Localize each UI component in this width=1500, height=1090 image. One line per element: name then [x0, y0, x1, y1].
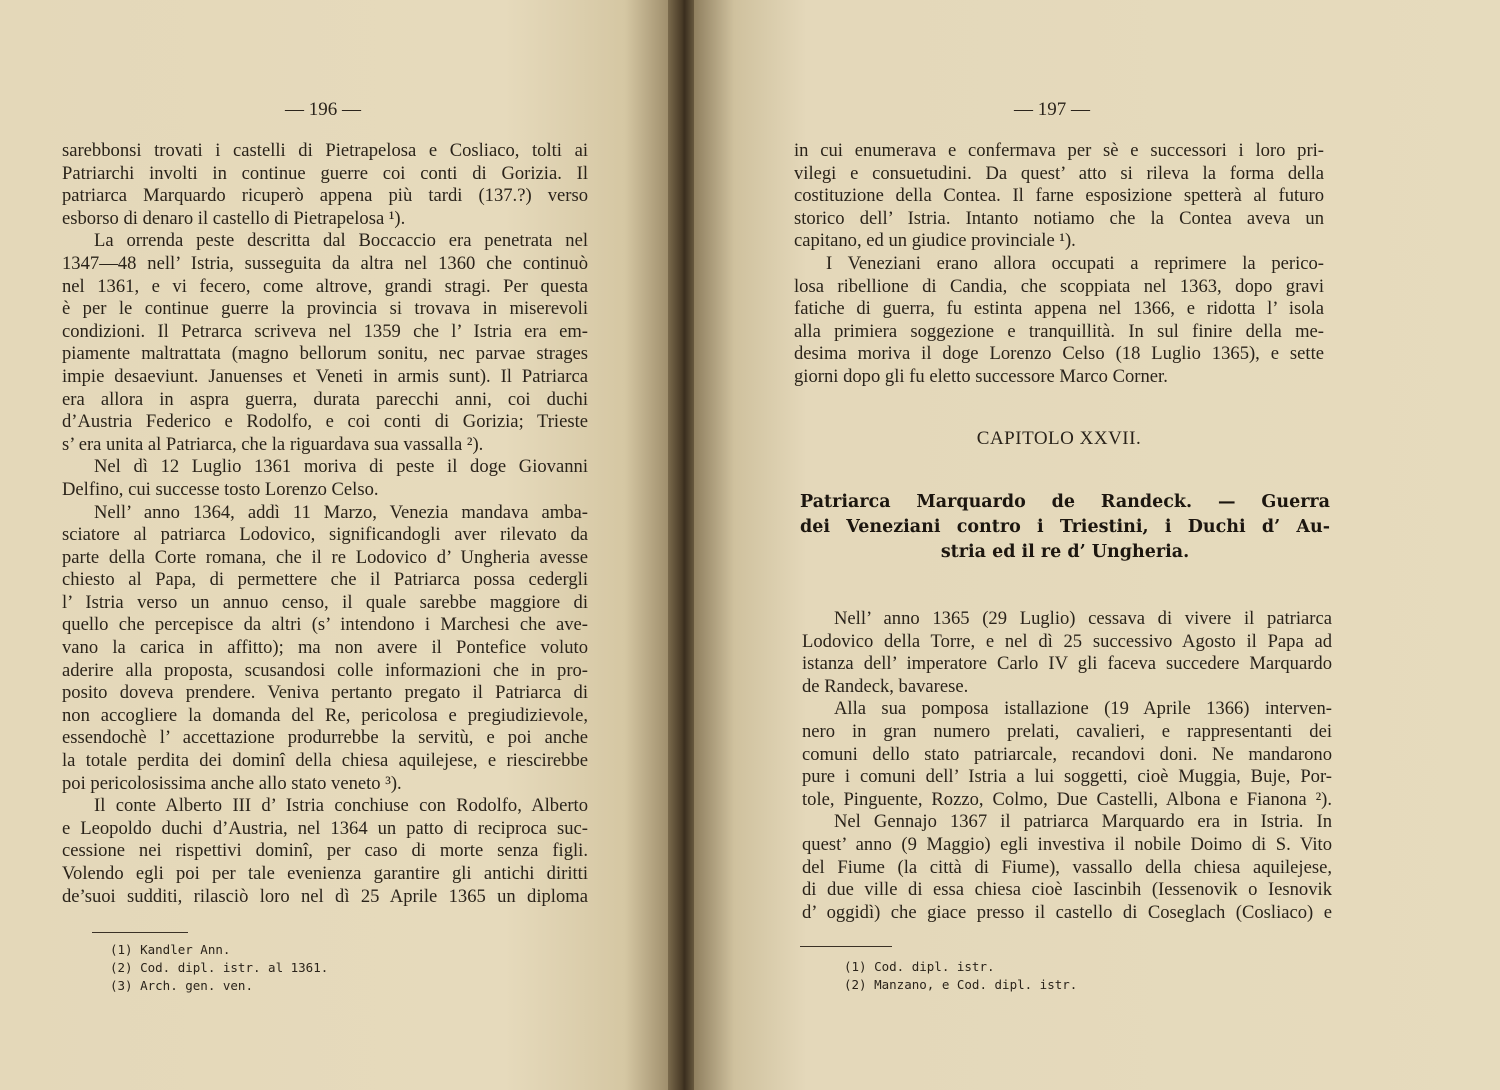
chapter-heading — [800, 490, 1330, 565]
text-line: tole, Pinguente, Rozzo, Colmo, Due Castelli, Albona e Fianona ²). — [802, 788, 1332, 810]
text-line: poi pericolosissima anche allo stato veneto ³). — [62, 772, 402, 794]
right-page — [694, 0, 1500, 1090]
footnote: (1) Kandler Ann. — [110, 942, 231, 957]
text-line: capitano, ed un giudice provinciale ¹). — [794, 230, 1076, 252]
text-line: vilegi e consuetudini. Da quest’ atto si rileva la forma della — [794, 162, 1324, 184]
footnote: (2) Cod. dipl. istr. al 1361. — [110, 960, 329, 975]
heading-line: dei Veneziani contro i Triestini, i Duchi d’ Au- — [800, 517, 1330, 537]
text-line: impie desaeviunt. Januenses et Veneti in armis sunt). Il Patriarca — [62, 365, 588, 387]
text-line: Nell’ anno 1365 (29 Luglio) cessava di vivere il patriarca — [834, 608, 1332, 629]
text-line: pure i comuni dell’ Istria a lui soggetti, cioè Muggia, Buje, Por- — [802, 766, 1332, 788]
text-line: I Veneziani erano allora occupati a reprimere la perico- — [826, 252, 1324, 274]
text-line: giorni dopo gli fu eletto successore Marco Corner. — [794, 365, 1168, 387]
text-line: condizioni. Il Petrarca scriveva nel 1359 che l’ Istria era em- — [62, 320, 588, 342]
text-line: chiesto al Papa, di permettere che il Patriarca possa cedergli — [62, 569, 588, 591]
text-line: quello che percepisce da altri (s’ intendono i Marchesi che ave- — [62, 614, 588, 636]
heading-line: Patriarca Marquardo de Randeck. — Guerra — [800, 492, 1330, 512]
text-line: storico dell’ Istria. Intanto notiamo che la Contea aveva un — [794, 207, 1324, 229]
right-body-text-top — [794, 140, 1324, 389]
text-line: desima moriva il doge Lorenzo Celso (18 Luglio 1365), e sette — [794, 343, 1324, 365]
text-line: cessione nei rispettivi dominî, per caso di morte senza figli. — [62, 840, 588, 862]
text-line: non accogliere la domanda del Re, pericolosa e pregiudizievole, — [62, 704, 588, 726]
text-line: de Randeck, bavarese. — [802, 675, 969, 697]
left-body-text — [62, 140, 588, 908]
text-line: Delfino, cui successe tosto Lorenzo Celso. — [62, 478, 379, 500]
text-line: vano la carica in affitto); ma non avere il Pontefice voluto — [62, 637, 588, 659]
text-line: parte della Corte romana, che il re Lodovico d’ Ungheria avesse — [62, 546, 588, 568]
text-line: alla primiera soggezione e tranquillità. In sul finire della me- — [794, 320, 1324, 342]
text-line: de’suoi sudditi, rilasciò loro nel dì 25 Aprile 1365 un diploma — [62, 885, 588, 907]
text-line: Volendo egli poi per tale evenienza garantire gli antichi diritti — [62, 863, 588, 884]
text-line: quest’ anno (9 Maggio) egli investiva il nobile Doimo di S. Vito — [802, 833, 1332, 855]
footnote-rule — [800, 946, 892, 947]
text-line: Il conte Alberto III d’ Istria conchiuse con Rodolfo, Alberto — [94, 795, 588, 817]
text-line: è per le continue guerre la provincia si trovava in miserevoli — [62, 298, 588, 320]
text-line: d’Austria Federico e Rodolfo, e coi conti di Gorizia; Trieste — [62, 411, 588, 433]
text-line: del Fiume (la città di Fiume), vassallo della chiesa aquilejese, — [802, 856, 1332, 878]
text-line: piamente maltrattata (magno bellorum sonitu, nec parvae strages — [62, 343, 588, 365]
text-line: losa ribellione di Candia, che scoppiata nel 1363, dopo gravi — [794, 275, 1324, 297]
text-line: Lodovico della Torre, e nel dì 25 successivo Agosto il Papa ad — [802, 630, 1332, 652]
text-line: patriarca Marquardo ricuperò appena più tardi (137.?) verso — [62, 185, 588, 207]
text-line: costituzione della Contea. Il farne esposizione spetterà al futuro — [794, 185, 1324, 207]
text-line: fatiche di guerra, fu estinta appena nel 1366, e ridotta l’ isola — [794, 298, 1324, 320]
right-body-text-bottom — [802, 608, 1332, 924]
text-line: Nell’ anno 1364, addì 11 Marzo, Venezia mandava amba- — [94, 501, 588, 523]
text-line: comuni dello stato patriarcale, recandovi doni. Ne mandarono — [802, 743, 1332, 765]
text-line: Nel Gennajo 1367 il patriarca Marquardo era in Istria. In — [834, 811, 1332, 833]
text-line: sciatore al patriarca Lodovico, significandogli aver rilevato da — [62, 524, 588, 546]
text-line: sarebbonsi trovati i castelli di Pietrapelosa e Cosliaco, tolti ai — [62, 140, 588, 161]
text-line: Patriarchi involti in continue guerre coi conti di Gorizia. Il — [62, 162, 588, 184]
text-line: aderire alla proposta, scusandosi colle informazioni che in pro- — [62, 659, 588, 681]
page-number-left: — 196 — — [285, 99, 361, 120]
text-line: esborso di denaro il castello di Pietrapelosa ¹). — [62, 207, 406, 229]
page-number-right: — 197 — — [1014, 99, 1090, 120]
left-page — [0, 0, 672, 1090]
left-footnotes — [110, 941, 328, 995]
text-line: nero in gran numero prelati, cavalieri, e rappresentanti dei — [802, 720, 1332, 742]
text-line: in cui enumerava e confermava per sè e successori i loro pri- — [794, 140, 1324, 161]
text-line: la totale perdita dei dominî della chiesa aquilejese, e riescirebbe — [62, 750, 588, 772]
footnote: (3) Arch. gen. ven. — [110, 978, 253, 993]
text-line: nel 1361, e vi fecero, come altrove, grandi stragi. Per questa — [62, 275, 588, 297]
text-line: La orrenda peste descritta dal Boccaccio era penetrata nel — [94, 230, 588, 252]
footnote: (1) Cod. dipl. istr. — [844, 959, 995, 974]
footnote-rule — [92, 932, 188, 933]
chapter-title: CAPITOLO XXVII. — [976, 428, 1142, 449]
right-footnotes — [844, 958, 1077, 994]
text-line: e Leopoldo duchi d’Austria, nel 1364 un patto di reciproca suc- — [62, 817, 588, 839]
text-line: Nel dì 12 Luglio 1361 moriva di peste il doge Giovanni — [94, 456, 588, 478]
text-line: posito doveva prendere. Veniva pertanto pregato il Patriarca di — [62, 682, 588, 704]
heading-line: stria ed il re d’ Ungheria. — [940, 542, 1190, 562]
text-line: s’ era unita al Patriarca, che la riguardava sua vassalla ²). — [62, 433, 484, 455]
text-line: l’ Istria verso un annuo censo, il quale sarebbe maggiore di — [62, 591, 588, 613]
text-line: Alla sua pomposa istallazione (19 Aprile 1366) interven- — [834, 698, 1332, 720]
text-line: d’ oggidì) che giace presso il castello di Coseglach (Cosliaco) e — [802, 901, 1332, 923]
text-line: 1347—48 nell’ Istria, susseguita da altra nel 1360 che continuò — [62, 252, 588, 274]
text-line: essendochè l’ accettazione produrrebbe la servitù, e poi anche — [62, 727, 588, 749]
footnote: (2) Manzano, e Cod. dipl. istr. — [844, 977, 1078, 992]
text-line: di due ville di essa chiesa cioè Iascinbih (Iessenovik o Iesnovik — [802, 879, 1332, 901]
text-line: era allora in aspra guerra, durata parecchi anni, coi duchi — [62, 388, 588, 410]
text-line: istanza dell’ imperatore Carlo IV gli faceva succedere Marquardo — [802, 653, 1332, 675]
